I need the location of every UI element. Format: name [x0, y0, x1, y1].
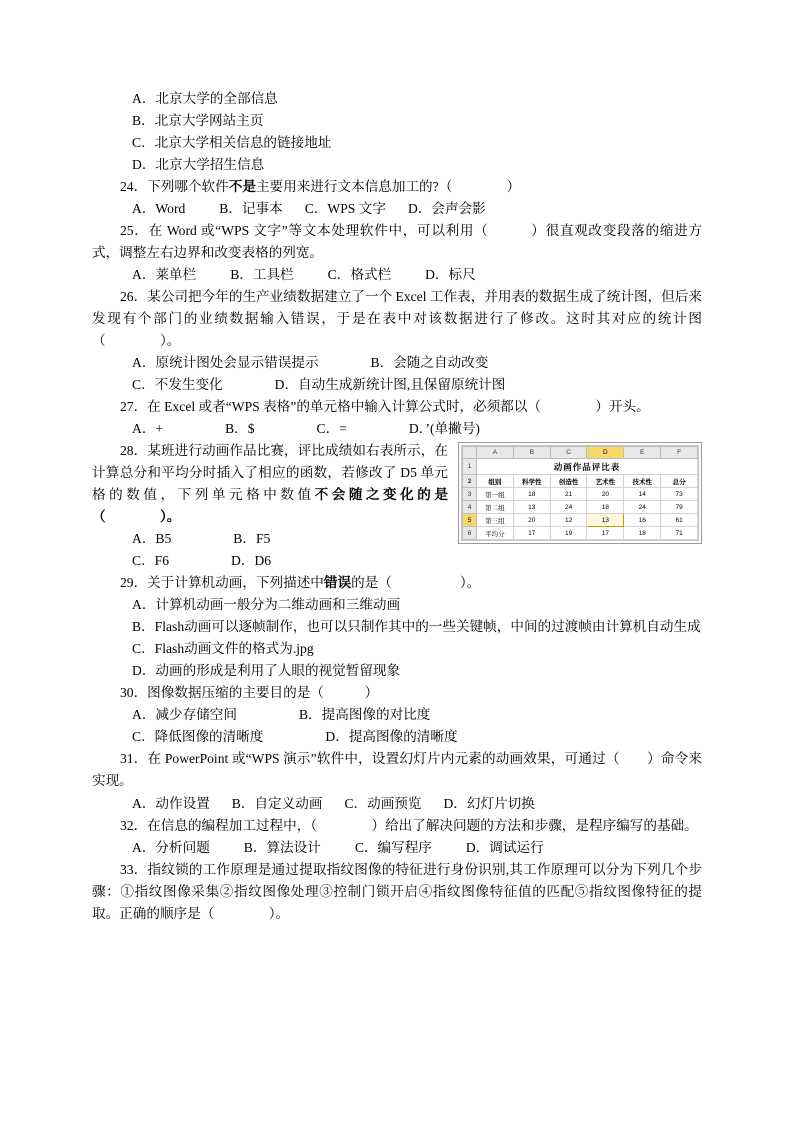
table-row: [463, 514, 698, 527]
excel-row-2[interactable]: 2: [463, 475, 477, 488]
excel-row-4[interactable]: 4: [463, 501, 477, 514]
q29-stem-part2: 的是（ ）。: [351, 575, 481, 591]
q32-option-d: D．调试运行: [465, 839, 544, 855]
excel-row-1[interactable]: 1: [463, 459, 477, 475]
excel-cell-c5[interactable]: 12: [550, 514, 587, 527]
q28-stem-part1: 28．某班进行动画作品比赛，评比成绩如右表所示，在计算总分和平均分时插入了相应的函数，若修改了 D5 单元格的数值，下列单元格中数值: [92, 443, 448, 503]
q24-option-d: D．会声会影: [407, 201, 486, 217]
q30-option-b: B．提高图像的对比度: [298, 707, 431, 723]
excel-cell-e3[interactable]: 14: [624, 488, 661, 501]
q32-stem: 32．在信息的编程加工过程中，（ ）给出了解决问题的方法和步骤，是程序编写的基础。: [120, 817, 698, 833]
q26-options-row2: [92, 374, 702, 396]
excel-cell-b4[interactable]: 13: [513, 501, 550, 514]
q28-option-d: D．D6: [231, 553, 272, 569]
q26-option-d: D．自动生成新统计图,且保留原统计图: [274, 377, 506, 393]
q24-stem: [92, 176, 702, 198]
q25-stem: 25．在 Word 或“WPS 文字”等文本处理软件中，可以利用（ ）很直观改变段落的缩进方式，调整左右边界和改变表格的列宽。: [92, 223, 702, 261]
q25-option-d: D．标尺: [425, 267, 476, 283]
excel-column-header-row: [463, 447, 698, 459]
excel-cell-a3[interactable]: 第一组: [477, 488, 514, 501]
q25-options: [92, 264, 702, 286]
q27-stem: 27．在 Excel 或者“WPS 表格”的单元格中输入计算公式时，必须都以（ ）开头。: [120, 399, 650, 415]
q26-option-b: B．会随之自动改变: [370, 355, 489, 371]
excel-cell-b5[interactable]: 20: [513, 514, 550, 527]
excel-cell-c6[interactable]: 19: [550, 527, 587, 540]
q26-option-c: C．不发生变化: [132, 377, 223, 393]
q26-options-row1: [92, 352, 702, 374]
excel-cell-c3[interactable]: 21: [550, 488, 587, 501]
q27-option-b: B．$: [225, 421, 255, 437]
q29-option-b: B．Flash动画可以逐帧制作，也可以只制作其中的一些关键帧，中间的过渡帧由计算机自动生成: [132, 619, 701, 635]
excel-cell-c4[interactable]: 24: [550, 501, 587, 514]
excel-cell-e5[interactable]: 16: [624, 514, 661, 527]
table-row: [463, 527, 698, 540]
excel-cell-a5[interactable]: 第三组: [477, 514, 514, 527]
excel-cell-e4[interactable]: 24: [624, 501, 661, 514]
q30-option-d: D．提高图像的清晰度: [325, 729, 458, 745]
q31-option-d: D．幻灯片切换: [443, 795, 535, 811]
q27-options: [92, 418, 702, 440]
excel-table-frame: [461, 445, 699, 541]
q25-option-b: B．工具栏: [230, 267, 294, 283]
excel-col-e[interactable]: E: [624, 447, 661, 459]
excel-header-creativity[interactable]: 创造性: [550, 475, 587, 488]
q23-option-b: B．北京大学网站主页: [132, 113, 264, 129]
excel-col-a[interactable]: A: [477, 447, 514, 459]
q28-options-row2: [92, 550, 702, 572]
excel-header-tech[interactable]: 技术性: [624, 475, 661, 488]
q30-stem: 30．图像数据压缩的主要目的是（ ）: [120, 685, 379, 701]
q23-option-c: C．北京大学相关信息的链接地址: [132, 135, 332, 151]
q32-option-c: C．编写程序: [354, 839, 432, 855]
q30-options-row2: [92, 726, 702, 748]
table-row: [463, 459, 698, 475]
excel-cell-f3[interactable]: 73: [661, 488, 698, 501]
q30-option-a: A．减少存储空间: [132, 707, 237, 723]
q23-option-a: A．北京大学的全部信息: [132, 91, 278, 106]
excel-table-figure: [458, 442, 702, 544]
q26-stem: 26．某公司把今年的生产业绩数据建立了一个 Excel 工作表，并用表的数据生成了统计图，但后来发现有个部门的业绩数据输入错误，于是在表中对该数据进行了修改。这时其对应的统计图（ ）。: [92, 289, 702, 349]
q29-stem: [92, 572, 702, 594]
q28-option-b: B．F5: [233, 531, 271, 547]
q24-stem-part1: 24．下列哪个软件: [120, 179, 229, 195]
excel-title-cell[interactable]: 动画作品评比表: [477, 459, 698, 475]
q29-keyword: 错误: [323, 575, 352, 591]
q27-option-a: A．+: [132, 421, 164, 437]
q24-options: [92, 198, 702, 220]
q32-option-a: A．分析问题: [132, 839, 210, 855]
q31-option-c: C．动画预览: [344, 795, 422, 811]
excel-corner-cell[interactable]: [463, 447, 477, 459]
q32-option-b: B．算法设计: [243, 839, 321, 855]
excel-worksheet: [462, 446, 698, 540]
q24-stem-part2: 主要用来进行文本信息加工的?（ ）: [255, 179, 521, 195]
q31-option-a: A．动作设置: [132, 795, 210, 811]
q28-option-a: A．B5: [132, 531, 172, 547]
q30-options-row1: [92, 704, 702, 726]
q31-option-b: B．自定义动画: [231, 795, 323, 811]
excel-cell-a6[interactable]: 平均分: [477, 527, 514, 540]
q28-keyword: 不会随之变化的是（ ）。: [92, 487, 449, 525]
excel-row-3[interactable]: 3: [463, 488, 477, 501]
q23-option-d: D．北京大学招生信息: [132, 157, 265, 173]
excel-cell-b6[interactable]: 17: [513, 527, 550, 540]
q31-options: [92, 793, 702, 815]
q32-options: [92, 837, 702, 859]
excel-cell-f4[interactable]: 79: [661, 501, 698, 514]
table-row: [463, 475, 698, 488]
q27-option-c: C．=: [316, 421, 347, 437]
q30-option-c: C．降低图像的清晰度: [132, 729, 264, 745]
excel-col-b[interactable]: B: [513, 447, 550, 459]
excel-cell-b3[interactable]: 18: [513, 488, 550, 501]
excel-col-d[interactable]: D: [587, 447, 624, 459]
q24-option-b: B．记事本: [219, 201, 283, 217]
excel-header-art[interactable]: 艺术性: [587, 475, 624, 488]
q29-option-c: C．Flash动画文件的格式为.jpg: [132, 641, 314, 657]
excel-row-6[interactable]: 6: [463, 527, 477, 540]
q29-option-d: D．动画的形成是利用了人眼的视觉暂留现象: [132, 663, 401, 679]
excel-header-science[interactable]: 科学性: [513, 475, 550, 488]
excel-cell-f5[interactable]: 61: [661, 514, 698, 527]
q31-stem: 31．在 PowerPoint 或“WPS 演示”软件中，设置幻灯片内元素的动画效果，可通过（ ）命令来实现。: [92, 751, 702, 789]
excel-row-5[interactable]: 5: [463, 514, 477, 527]
q29-stem-part1: 29．关于计算机动画，下列描述中: [120, 575, 324, 591]
q26-option-a: A．原统计图处会显示错误提示: [132, 355, 319, 371]
q33-stem: 33．指纹锁的工作原理是通过提取指纹图像的特征进行身份识别,其工作原理可以分为下列几个步骤：①指纹图像采集②指纹图像处理③控制门锁开启④指纹图像特征值的匹配⑤指纹图像特征的提取。正确的顺序是（ ）。: [92, 861, 702, 921]
excel-col-f[interactable]: F: [661, 447, 698, 459]
q24-option-c: C．WPS 文字: [304, 201, 386, 217]
excel-col-c[interactable]: C: [550, 447, 587, 459]
q25-option-a: A．莱单栏: [132, 267, 197, 283]
q29-option-a: A．计算机动画一般分为二维动画和三维动画: [132, 597, 401, 613]
excel-cell-e6[interactable]: 18: [624, 527, 661, 540]
excel-cell-a4[interactable]: 第二组: [477, 501, 514, 514]
q25-option-c: C．格式栏: [327, 267, 392, 283]
excel-cell-d3[interactable]: 20: [587, 488, 624, 501]
q27-option-d: D．’(单撇号): [408, 421, 480, 437]
table-row: [463, 501, 698, 514]
q24-option-a: A．Word: [132, 201, 186, 217]
q24-keyword: 不是: [228, 179, 256, 195]
excel-header-group[interactable]: 组别: [477, 475, 514, 488]
excel-cell-d6[interactable]: 17: [587, 527, 624, 540]
excel-header-total[interactable]: 总分: [661, 475, 698, 488]
excel-cell-d4[interactable]: 18: [587, 501, 624, 514]
table-row: [463, 488, 698, 501]
q28-option-c: C．F6: [132, 553, 170, 569]
excel-cell-f6[interactable]: 71: [661, 527, 698, 540]
excel-cell-d5[interactable]: 13: [587, 514, 624, 527]
